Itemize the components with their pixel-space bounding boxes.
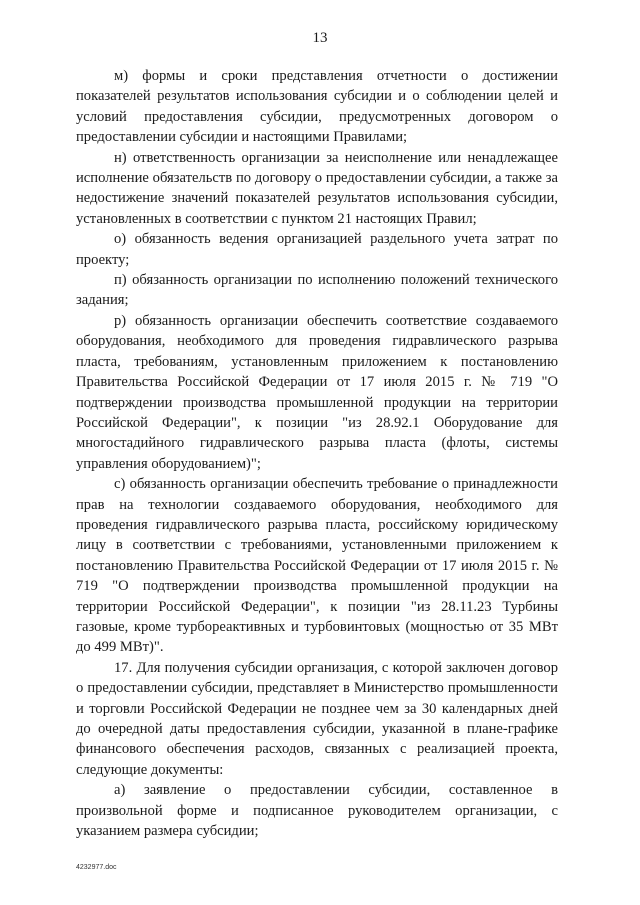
paragraph-a: а) заявление о предоставлении субсидии, составленное в произвольной форме и подписанное руководителем организации, с указанием размера субсидии;: [76, 782, 558, 840]
document-body: [76, 66, 558, 841]
paragraph-o: о) обязанность ведения организацией раздельного учета затрат по проекту;: [76, 231, 558, 268]
paragraph-s: с) обязанность организации обеспечить требование о принадлежности прав на технологии создаваемого оборудования, необходимого для проведения гидравлического разрыва пласта, российскому юридическому лицу в соответствии с требованиями, установленными приложением к постановлению Правительства Российской Федерации от 17 июля 2015 г. № 719 "О подтверждении производства промышленной продукции на территории Российской Федерации", к позиции "из 28.11.23 Турбины газовые, кроме турбореактивных и турбовинтовых (мощностью от 35 МВт до 499 МВт)".: [76, 476, 558, 656]
paragraph-17: 17. Для получения субсидии организация, с которой заключен договор о предоставлении субсидии, представляет в Министерство промышленности и торговли Российской Федерации не позднее чем за 30 календарных дней до очередной даты предоставления субсидии, указанной в плане-графике финансового обеспечения расходов, связанных с реализацией проекта, следующие документы:: [76, 659, 558, 778]
paragraph-m: м) формы и сроки представления отчетности о достижении показателей результатов использования субсидии и о соблюдении целей и условий предоставления субсидии, предусмотренных договором о предоставлении субсидии и настоящими Правилами;: [76, 68, 558, 146]
document-file-code: 4232977.doc: [76, 864, 117, 871]
paragraph-n: н) ответственность организации за неисполнение или ненадлежащее исполнение обязательств по договору о предоставлении субсидии, а также за недостижение значений показателей результатов использования субсидии, установленных в соответствии с пунктом 21 настоящих Правил;: [76, 149, 558, 227]
page-number: 13: [312, 30, 328, 46]
paragraph-p: п) обязанность организации по исполнению положений технического задания;: [76, 272, 558, 309]
paragraph-r: р) обязанность организации обеспечить соответствие создаваемого оборудования, необходимого для проведения гидравлического разрыва пласта, требованиям, установленным приложением к постановлению Правительства Российской Федерации от 17 июля 2015 г. № 719 "О подтверждении производства промышленной продукции на территории Российской Федерации", к позиции "из 28.92.1 Оборудование для многостадийного гидравлического разрыва пласта (флоты, системы управления оборудованием)";: [76, 312, 558, 472]
